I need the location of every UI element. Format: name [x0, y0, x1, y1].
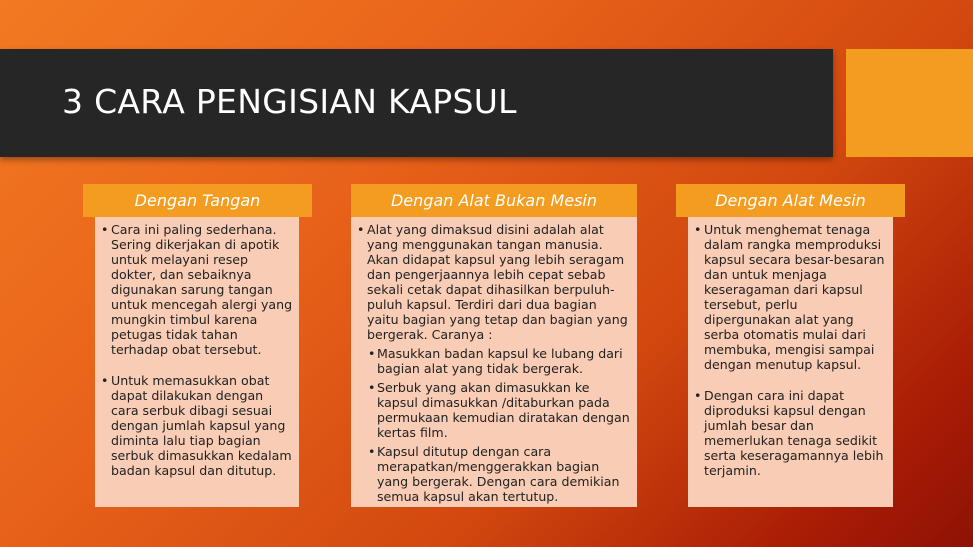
bullet-item: • Dengan cara ini dapat diproduksi kapsul dengan jumlah besar dan memerlukan tenaga sedikit serta keseragamannya lebih terjamin.: [690, 388, 887, 478]
bullet-item: • Untuk memasukkan obat dapat dilakukan dengan cara serbuk dibagi sesuai dengan jumlah kapsul yang diminta lalu tiap bagian serbuk dimasukkan kedalam badan kapsul dan ditutup.: [97, 373, 293, 478]
slide-title: 3 CARA PENGISIAN KAPSUL: [62, 82, 517, 121]
accent-block: [846, 49, 973, 157]
bullet-item: • Untuk menghemat tenaga dalam rangka memproduksi kapsul secara besar-besaran dan untuk menjaga keseragaman dari kapsul tersebut, perlu dipergunakan alat yang serba otomatis mulai dari membuka, mengisi sampai dengan menutup kapsul.: [690, 222, 887, 372]
column-heading-tangan: Dengan Tangan: [83, 184, 312, 217]
bullet-item: • Cara ini paling sederhana. Sering dikerjakan di apotik untuk melayani resep dokter, dan sebaiknya digunakan sarung tangan untuk mencegah alergi yang mungkin timbul karena petugas tidak tahan terhadap obat tersebut.: [97, 222, 293, 357]
sub-bullet-item: • Serbuk yang akan dimasukkan ke kapsul dimasukkan /ditaburkan pada permukaan kemudian diratakan dengan kertas film.: [353, 380, 631, 440]
column-heading-alat-mesin: Dengan Alat Mesin: [676, 184, 905, 217]
column-box-alat-bukan-mesin: [351, 217, 637, 507]
column-heading-alat-bukan-mesin: Dengan Alat Bukan Mesin: [351, 184, 637, 217]
column-box-tangan: [95, 217, 299, 507]
column-box-alat-mesin: [688, 217, 893, 507]
sub-bullet-item: • Kapsul ditutup dengan cara merapatkan/menggerakkan bagian yang bergerak. Dengan cara demikian semua kapsul akan tertutup.: [353, 444, 631, 504]
sub-bullet-item: • Masukkan badan kapsul ke lubang dari bagian alat yang tidak bergerak.: [353, 346, 631, 376]
bullet-item: • Alat yang dimaksud disini adalah alat yang menggunakan tangan manusia. Akan didapat kapsul yang lebih seragam dan pengerjaannya lebih cepat sebab sekali cetak dapat dihasilkan berpuluh-puluh kapsul. Terdiri dari dua bagian yaitu bagian yang tetap dan bagian yang bergerak. Caranya :: [353, 222, 631, 342]
